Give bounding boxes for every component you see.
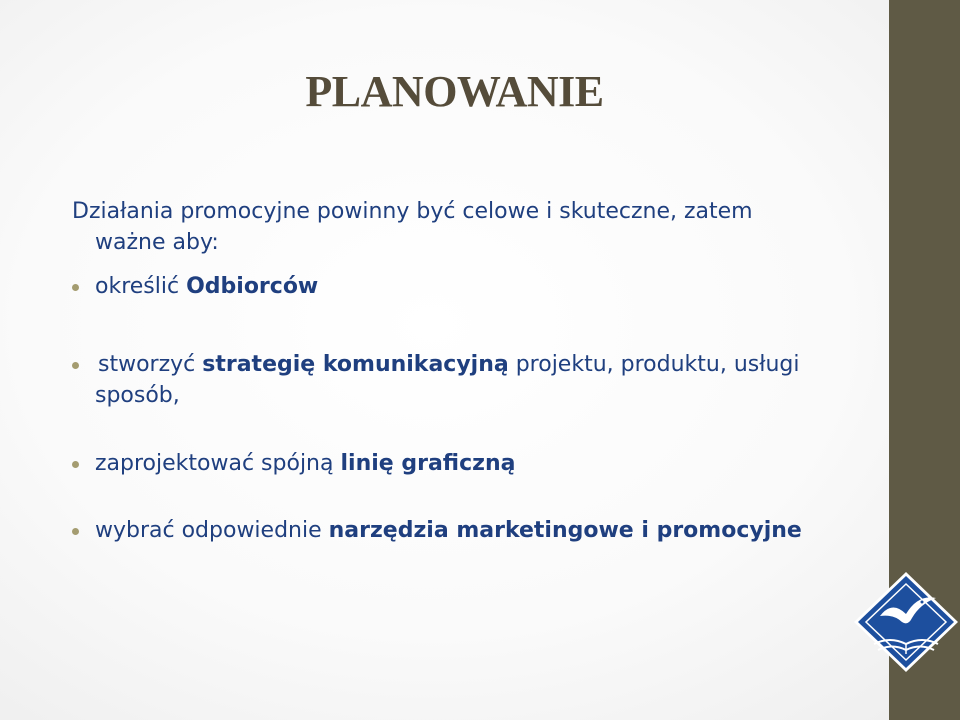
bullet-text-rest: projektu, produktu, usługi [508, 352, 800, 377]
bullet-item-strategia [72, 349, 862, 411]
slide-title: PLANOWANIE [305, 67, 604, 116]
seagull-book-logo-icon [852, 570, 960, 674]
bullet-text-continuation: sposób, [95, 383, 180, 408]
bullet-text-normal: stworzyć [98, 352, 203, 377]
bullet-text-bold: narzędzia marketingowe i promocyjne [328, 518, 802, 543]
bullet-dot [72, 284, 79, 291]
bullet-item-odbiorcy [72, 271, 862, 302]
bullet-text-normal: zaprojektować spójną [95, 451, 341, 476]
bullet-item-linia-graficzna [72, 448, 862, 479]
bullet-text-bold: linię graficzną [340, 451, 516, 476]
intro-line-2: ważne aby: [95, 230, 219, 255]
bullet-text-bold: strategię komunikacyjną [202, 352, 509, 377]
bullet-text-normal: wybrać odpowiednie [95, 518, 329, 543]
bullet-text-bold: Odbiorców [186, 274, 319, 299]
bullet-dot [72, 362, 79, 369]
intro-paragraph [72, 196, 862, 258]
bullet-dot [72, 528, 79, 535]
bullet-dot [72, 461, 79, 468]
slide-content [72, 196, 862, 546]
intro-line-1: Działania promocyjne powinny być celowe i skuteczne, zatem [72, 199, 753, 224]
bullet-text-normal: określić [95, 274, 187, 299]
bullet-item-narzedzia [72, 515, 862, 546]
